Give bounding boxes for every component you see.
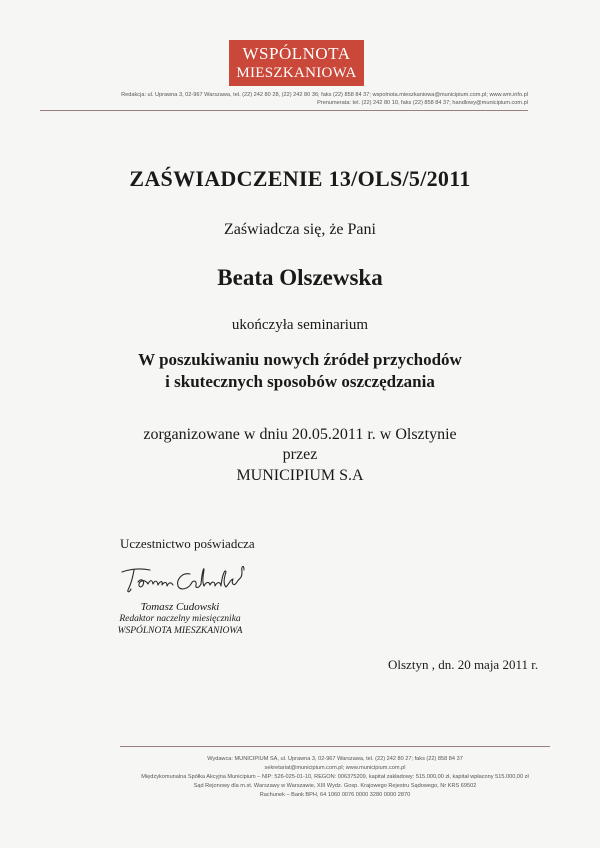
organizer-prefix: przez xyxy=(282,446,318,463)
header-divider xyxy=(40,110,528,111)
footer-bank-line: Rachunek – Bank BPH, 64 1060 0076 0000 3280 0000 2870 xyxy=(259,792,411,798)
recipient-name: Beata Olszewska xyxy=(217,265,383,290)
signer-role: Redaktor naczelny miesięcznika xyxy=(119,614,241,624)
attestation-label: Uczestnictwo poświadcza xyxy=(120,536,255,551)
place-and-date: Olsztyn , dn. 20 maja 2011 r. xyxy=(388,657,539,672)
footer-company-line: Międzykomunalna Spółka Akcyjna Municipium – NIP: 526-025-01-10, REGON: 006375209, kapitał zakładowy: 515.000,00 zł, kapitał wpłacony 515.000,00 zł xyxy=(141,774,529,780)
logo-line-1: WSPÓLNOTA xyxy=(242,44,351,63)
seminar-title-line-2: i skutecznych sposobów oszczędzania xyxy=(165,372,435,391)
organizer-name: MUNICIPIUM S.A xyxy=(236,467,364,484)
handwritten-signature xyxy=(118,560,268,600)
certificate-title: ZAŚWIADCZENIE 13/OLS/5/2011 xyxy=(129,166,471,191)
logo-line-2: MIESZKANIOWA xyxy=(236,65,357,81)
header-subscription-contact: Prenumerata: tel. (22) 242 80 10, faks (22) 858 84 37; handlowy@municipium.com.pl xyxy=(317,100,528,106)
header-editorial-contact: Redakcja: ul. Uprawna 3, 02-967 Warszawa, tel. (22) 242 80 28, (22) 242 80 36; faks (22) 858 84 37; wspolnota.mieszkaniowa@municipium.com.pl; www.wm.info.pl xyxy=(121,92,528,98)
footer-publisher-line: Wydawca: MUNICIPIUM SA, ul. Uprawna 3, 02-967 Warszawa, tel. (22) 242 80 27; faks (22) 858 84 37 xyxy=(207,756,463,762)
certificate-intro: Zaświadcza się, że Pani xyxy=(224,221,376,238)
footer-divider xyxy=(120,746,550,747)
footer-contact-line: sekretariat@municipium.com.pl; www.municipium.com.pl xyxy=(264,765,406,771)
signer-organization: WSPÓLNOTA MIESZKANIOWA xyxy=(117,626,243,636)
footer-court-line: Sąd Rejonowy dla m.st. Warszawy w Warszawie, XIII Wydz. Gosp. Krajowego Rejestru Sądowego, Nr KRS 69502 xyxy=(193,783,477,789)
seminar-date-place: zorganizowane w dniu 20.05.2011 r. w Olsztynie xyxy=(143,426,457,443)
signer-name: Tomasz Cudowski xyxy=(140,601,220,613)
publisher-logo xyxy=(229,40,364,86)
completion-text: ukończyła seminarium xyxy=(231,317,369,333)
seminar-title-line-1: W poszukiwaniu nowych źródeł przychodów xyxy=(138,350,462,369)
